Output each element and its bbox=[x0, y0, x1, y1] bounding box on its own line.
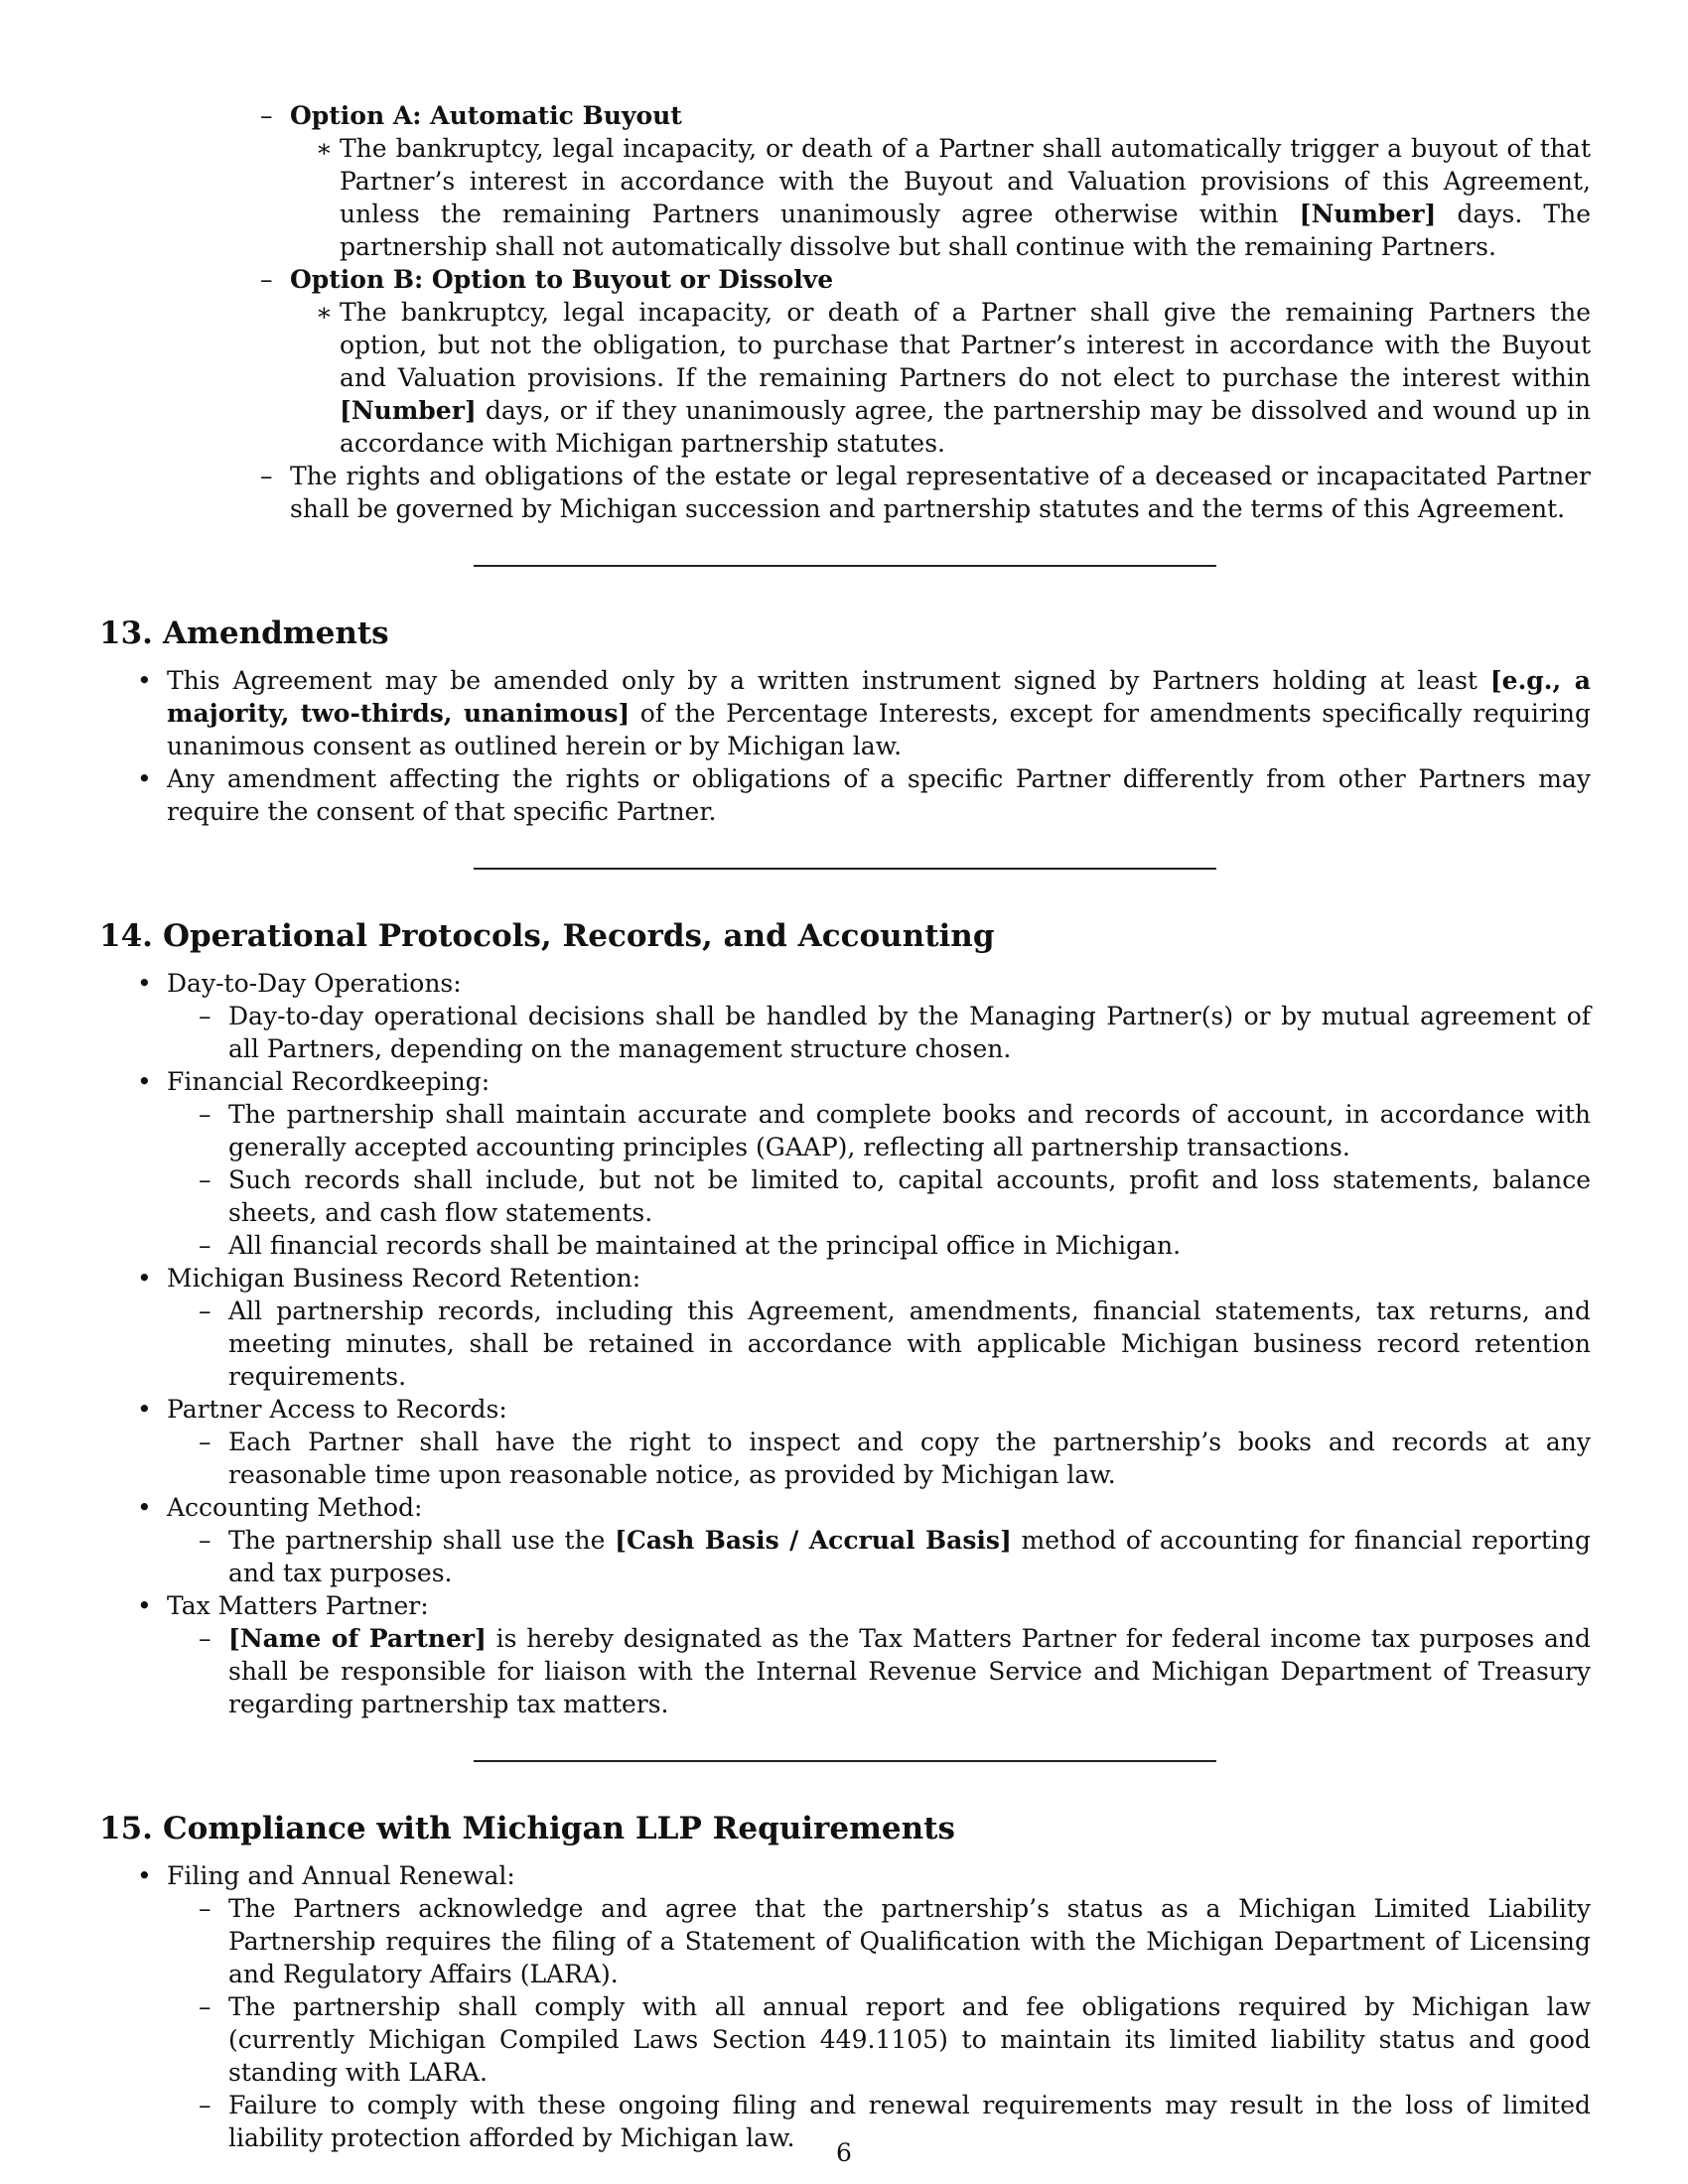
accounting-method-item bbox=[99, 1491, 1591, 1589]
list-item bbox=[167, 1622, 1591, 1720]
section-14-title: Operational Protocols, Records, and Accounting bbox=[163, 918, 995, 954]
section-12-continuation-list bbox=[99, 99, 1591, 525]
accounting-method-label: Accounting Method: bbox=[167, 1493, 423, 1522]
amendment-consent-item: • Any amendment affecting the rights or obligations of a specific Partner differently from other Partners may require the consent of that specific Partner. bbox=[99, 762, 1591, 828]
section-15-list bbox=[99, 1859, 1591, 2154]
section-13-heading bbox=[99, 614, 1591, 653]
recordkeeping-item bbox=[99, 1065, 1591, 1262]
filing-renewal-sublist bbox=[167, 1892, 1591, 2154]
amendment-requirement-item bbox=[99, 664, 1591, 762]
page-number: 6 bbox=[836, 2138, 852, 2167]
list-item bbox=[167, 1524, 1591, 1589]
list-item: – The partnership shall comply with all annual report and fee obligations required by Michigan law (currently Michigan Compiled Laws Section 449.1105) to maintain its limited liability status and good standing with LARA. bbox=[167, 1990, 1591, 2089]
section-14-heading bbox=[99, 916, 1591, 956]
list-item: – All financial records shall be maintained at the principal office in Michigan. bbox=[167, 1229, 1591, 1262]
option-a-text-part1: The bankruptcy, legal incapacity, or death of a Partner shall automatically trigger a buyout of that Partner’s interest in accordance with the Buyout and Valuation provisions of this Agreement, unless the remaining Partners unanimously agree otherwise within bbox=[340, 134, 1591, 228]
section-13-number: 13. bbox=[99, 615, 153, 651]
records-access-sublist bbox=[167, 1426, 1591, 1491]
recordkeeping-sublist bbox=[167, 1098, 1591, 1262]
record-retention-sublist bbox=[167, 1295, 1591, 1393]
accounting-basis-placeholder: [Cash Basis / Accrual Basis] bbox=[615, 1526, 1012, 1555]
record-retention-item bbox=[99, 1262, 1591, 1393]
amendment-text-part2: of the Percentage Interests, except for amendments specifically requiring unanimous consent as outlined herein or by Michigan law. bbox=[167, 699, 1591, 760]
recordkeeping-label: Financial Recordkeeping: bbox=[167, 1067, 491, 1096]
option-a-sublist bbox=[290, 132, 1591, 263]
section-13-title: Amendments bbox=[163, 615, 389, 651]
option-a-days-placeholder: [Number] bbox=[1299, 200, 1437, 228]
list-item: – Each Partner shall have the right to inspect and copy the partnership’s books and records at any reasonable time upon reasonable notice, as provided by Michigan law. bbox=[167, 1426, 1591, 1491]
filing-renewal-item bbox=[99, 1859, 1591, 2154]
option-a-text bbox=[290, 132, 1591, 263]
option-b-title: Option B: Option to Buyout or Dissolve bbox=[290, 265, 834, 294]
option-a-item bbox=[228, 99, 1591, 263]
list-item: – The partnership shall maintain accurate and complete books and records of account, in accordance with generally accepted accounting principles (GAAP), reflecting all partnership transactions. bbox=[167, 1098, 1591, 1163]
page-content bbox=[99, 99, 1591, 2154]
accounting-text-part2: method of accounting for financial reporting and tax purposes. bbox=[228, 1526, 1592, 1587]
section-15-title: Compliance with Michigan LLP Requirements bbox=[163, 1811, 955, 1846]
amendment-text-part1: This Agreement may be amended only by a written instrument signed by Partners holding at least bbox=[167, 666, 1490, 695]
section-13-list bbox=[99, 664, 1591, 828]
tax-matters-item bbox=[99, 1589, 1591, 1720]
list-item: – Day-to-day operational decisions shall be handled by the Managing Partner(s) or by mutual agreement of all Partners, depending on the management structure chosen. bbox=[167, 1000, 1591, 1065]
section-15-number: 15. bbox=[99, 1811, 153, 1846]
section-14-list bbox=[99, 967, 1591, 1720]
section-divider bbox=[474, 565, 1216, 567]
records-access-item bbox=[99, 1393, 1591, 1491]
accounting-method-sublist bbox=[167, 1524, 1591, 1589]
list-item: – All partnership records, including this Agreement, amendments, financial statements, tax returns, and meeting minutes, shall be retained in accordance with applicable Michigan business record retention requirements. bbox=[167, 1295, 1591, 1393]
record-retention-label: Michigan Business Record Retention: bbox=[167, 1264, 641, 1293]
day-to-day-label: Day-to-Day Operations: bbox=[167, 969, 462, 998]
option-b-text-part2: days, or if they unanimously agree, the partnership may be dissolved and wound up in accordance with Michigan partnership statutes. bbox=[340, 396, 1591, 458]
accounting-text-part1: The partnership shall use the bbox=[228, 1526, 616, 1555]
list-item: – The Partners acknowledge and agree that the partnership’s status as a Michigan Limited Liability Partnership requires the filing of a Statement of Qualification with the Michigan Department of Licensing and Regulatory Affairs (LARA). bbox=[167, 1892, 1591, 1990]
option-b-days-placeholder: [Number] bbox=[340, 396, 477, 425]
partner-name-placeholder: [Name of Partner] bbox=[228, 1624, 487, 1653]
section-15-heading bbox=[99, 1809, 1591, 1848]
tax-matters-sublist bbox=[167, 1622, 1591, 1720]
amendment-threshold-placeholder: [e.g., a majority, two-thirds, unanimous] bbox=[167, 666, 1591, 728]
section-divider bbox=[474, 868, 1216, 870]
list-item: – Failure to comply with these ongoing filing and renewal requirements may result in the loss of limited liability protection afforded by Michigan law. bbox=[167, 2089, 1591, 2154]
option-b-item bbox=[228, 263, 1591, 460]
option-b-text-part1: The bankruptcy, legal incapacity, or death of a Partner shall give the remaining Partners the option, but not the obligation, to purchase that Partner’s interest in accordance with the Buyout and Valuation provisions. If the remaining Partners do not elect to purchase the interest within bbox=[340, 298, 1591, 392]
option-b-text bbox=[290, 296, 1591, 460]
option-b-sublist bbox=[290, 296, 1591, 460]
list-item: – Such records shall include, but not be limited to, capital accounts, profit and loss statements, balance sheets, and cash flow statements. bbox=[167, 1163, 1591, 1229]
day-to-day-sublist bbox=[167, 1000, 1591, 1065]
section-14-number: 14. bbox=[99, 918, 153, 954]
tax-matters-label: Tax Matters Partner: bbox=[167, 1591, 429, 1620]
day-to-day-item bbox=[99, 967, 1591, 1065]
option-a-text-part2: days. The partnership shall not automatically dissolve but shall continue with the remaining Partners. bbox=[340, 200, 1591, 261]
section-divider bbox=[474, 1760, 1216, 1762]
estate-rights-item: – The rights and obligations of the estate or legal representative of a deceased or incapacitated Partner shall be governed by Michigan succession and partnership statutes and the terms of this Agreement. bbox=[228, 460, 1591, 525]
filing-renewal-label: Filing and Annual Renewal: bbox=[167, 1861, 515, 1890]
tax-matters-text: is hereby designated as the Tax Matters Partner for federal income tax purposes and shall be responsible for liaison with the Internal Revenue Service and Michigan Department of Treasury regarding partnership tax matters. bbox=[228, 1624, 1591, 1718]
records-access-label: Partner Access to Records: bbox=[167, 1395, 507, 1424]
option-a-title: Option A: Automatic Buyout bbox=[290, 101, 682, 130]
